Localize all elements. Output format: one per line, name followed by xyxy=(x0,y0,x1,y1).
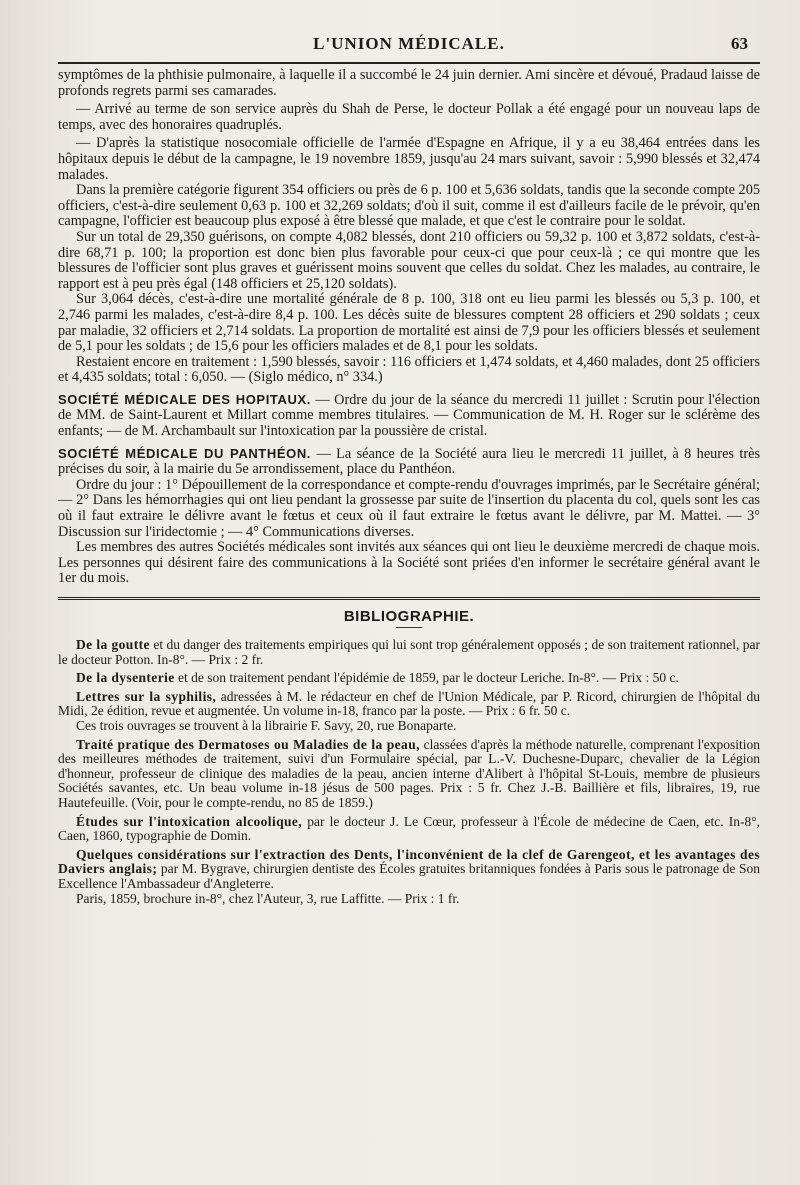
bibliography-list xyxy=(58,638,760,906)
society-pantheon xyxy=(58,446,760,478)
paragraph-statistique: — D'après la statistique nosocomiale officielle de l'armée d'Espagne en Afrique, il y a eu 38,464 entrées dans les hôpitaux depuis le début de la campagne, le 19 novembre 1859, jusqu'au 24 mars suivant, savoir : 5,990 blessés et 32,474 malades. xyxy=(58,135,760,183)
paragraph-guerisons: Sur un total de 29,350 guérisons, on compte 4,082 blessés, dont 210 officiers ou 59,32 p. 100 et 3,872 soldats, c'est-à-dire 68,71 p. 100; la proportion est donc bien plus favorable pour ceux-ci que pour ceux-là ; ce qui montre que les blessures de l'officier sont plus graves et guérissent moins souvent que celles du soldat. Chez les malades, au contraire, le rapport est à peu près égal (148 officiers et 25,120 soldats). xyxy=(58,228,760,292)
bib-entry-title: De la goutte xyxy=(76,637,150,652)
pantheon-ordre-du-jour: Ordre du jour : 1° Dépouillement de la correspondance et compte-rendu d'ouvrages imprimés, par le Secrétaire général; — 2° Dans les hémorrhagies qui ont lieu pendant la grossesse par suite de l'insertion du placenta du col, quels sont les cas où il faut extraire le délivre avant le fœtus et ceux où il faut extraire le fœtus avant le délivre, par M. Mattei. — 3° Discussion sur l'iridectomie ; — 4° Communications diverses. xyxy=(58,476,760,540)
section-divider xyxy=(58,597,760,600)
header-rule xyxy=(58,62,760,64)
bib-entry-alcoolique xyxy=(58,815,760,844)
bib-entry-publication: Paris, 1859, brochure in-8°, chez l'Auteur, 3, rue Laffitte. — Prix : 1 fr. xyxy=(76,890,460,906)
bib-entry-text: par M. Bygrave, chirurgien dentiste des Écoles gratuites britanniques fondées à Paris sous le patronage de Son Excellence l'Ambassadeur d'Angleterre. xyxy=(58,861,760,891)
paragraph-pradaud: symptômes de la phthisie pulmonaire, à laquelle il a succombé le 24 juin dernier. Ami sincère et dévoué, Pradaud laisse de profonds regrets parmi ses camarades. xyxy=(58,67,760,99)
bib-entry-text: par le docteur J. Le Cœur, professeur à l'École de médecine de Caen, etc. In-8°, Caen, 1860, typographie de Domin. xyxy=(58,813,761,844)
bib-entry-syphilis xyxy=(58,690,760,719)
title-ornament xyxy=(396,627,422,628)
bib-entry-title: De la dysenterie xyxy=(76,670,175,686)
bib-entry-dents xyxy=(58,848,760,892)
bib-entry-title: Traité pratique des Dermatoses ou Maladies de la peau, xyxy=(76,736,420,752)
running-title: L'UNION MÉDICALE. xyxy=(313,34,505,53)
paragraph-categories: Dans la première catégorie figurent 354 officiers ou près de 6 p. 100 et 5,636 soldats, tandis que la seconde compte 205 officiers, c'est-à-dire seulement 0,63 p. 100 et 32,269 soldats; d'où il suit, comme il est d'ailleurs facile de le prévoir, qu'en campagne, l'officier est beaucoup plus exposé à être blessé que malade, et que c'est le contraire pour le soldat. xyxy=(58,182,760,230)
paragraph-membres: Les membres des autres Sociétés médicales sont invités aux séances qui ont lieu le deuxième mercredi de chaque mois. Les personnes qui désirent faire des communications à la Société sont priées d'en informer le secrétaire général avant le 1er du mois. xyxy=(58,539,760,587)
society-hopitaux-name: SOCIÉTÉ MÉDICALE DES HOPITAUX. xyxy=(58,391,311,407)
society-pantheon-text: — La séance de la Société aura lieu le mercredi 11 juillet, à 8 heures très précises du soir, à la mairie du 5e arrondissement, place du Panthéon. xyxy=(58,445,761,478)
bib-entry-goutte xyxy=(58,638,760,667)
bibliography-title: BIBLIOGRAPHIE. xyxy=(343,608,475,625)
paragraph-traitement: Restaient encore en traitement : 1,590 blessés, savoir : 116 officiers et 1,474 soldats, et 4,460 malades, dont 25 officiers et 4,435 soldats; total : 6,050. — (Siglo médico, n° 334.) xyxy=(58,353,760,386)
bib-entry-title: Études sur l'intoxication alcoolique, xyxy=(76,813,303,829)
bib-entry-text: adressées à M. le rédacteur en chef de l'Union Médicale, par P. Ricord, chirurgien de l'hôpital du Midi, 2e édition, revue et augmentée. Un volume in-18, franco par la poste. — Prix : 6 fr. 50 c. xyxy=(58,688,761,719)
bib-entry-dermatoses xyxy=(58,738,760,811)
bib-entry-librairie: Ces trois ouvrages se trouvent à la librairie F. Savy, 20, rue Bonaparte. xyxy=(76,717,457,733)
society-hopitaux xyxy=(58,392,760,440)
society-pantheon-name: SOCIÉTÉ MÉDICALE DU PANTHÉON. xyxy=(58,445,312,461)
paragraph-pollak: — Arrivé au terme de son service auprès du Shah de Perse, le docteur Pollak a été engagé pour un nouveau laps de temps, avec des honoraires quadruplés. xyxy=(58,101,760,133)
bib-entry-text: classées d'après la méthode naturelle, comprenant l'exposition des meilleures méthodes de traitement, suivi d'un Formulaire spécial, par L.-V. Duchesne-Duparc, chevalier de la Légion d'honneur, professeur de clinique des maladies de la peau, ancien interne d'Alibert à l'hôpital St-Louis, membre de plusieurs Sociétés savantes, etc. Un beau volume in-18 jésus de 500 pages. Prix : 5 fr. Chez J.-B. Baillière et fils, libraires, 19, rue Hautefeuille. (Voir, pour le compte-rendu, no 85 de 1859.) xyxy=(58,736,760,810)
paragraph-deces: Sur 3,064 décès, c'est-à-dire une mortalité générale de 8 p. 100, 318 ont eu lieu parmi les blessés ou 5,3 p. 100, et 2,746 parmi les malades, c'est-à-dire 8,4 p. 100. Les décès suite de blessures comptent 28 officiers et 290 soldats ; ceux par maladie, 32 officiers et 2,714 soldats. La proportion de mortalité est ainsi de 7,9 pour les officiers blessés et seulement de 5,1 pour les soldats ; de 15,6 pour les officiers malades et de 8,1 pour les soldats. xyxy=(58,291,760,355)
bib-entry-dysenterie xyxy=(58,671,760,686)
bib-entry-text: et de son traitement pendant l'épidémie de 1859, par le docteur Leriche. In-8°. — Prix : 50 c. xyxy=(178,670,679,686)
page-number: 63 xyxy=(731,34,748,53)
bib-entry-title: Lettres sur la syphilis, xyxy=(76,688,217,704)
page-header xyxy=(58,30,760,60)
bib-entry-text: et du danger des traitements empiriques qui lui sont trop généralement opposés ; de son traitement rationnel, par le docteur Potton. In-8°. — Prix : 2 fr. xyxy=(58,637,760,667)
bib-entry-title: Quelques considérations sur l'extraction des Dents, l'inconvénient de la clef de Garengeot, et les avantages des Daviers anglais; xyxy=(58,846,760,877)
society-hopitaux-text: — Ordre du jour de la séance du mercredi 11 juillet : Scrutin pour l'élection de MM. de Saint-Laurent et Millart comme membres titulaires. — Communication de M. H. Roger sur le sclérème des enfants; — de M. Archambault sur l'intoxication par la poussière de cristal. xyxy=(58,391,760,440)
